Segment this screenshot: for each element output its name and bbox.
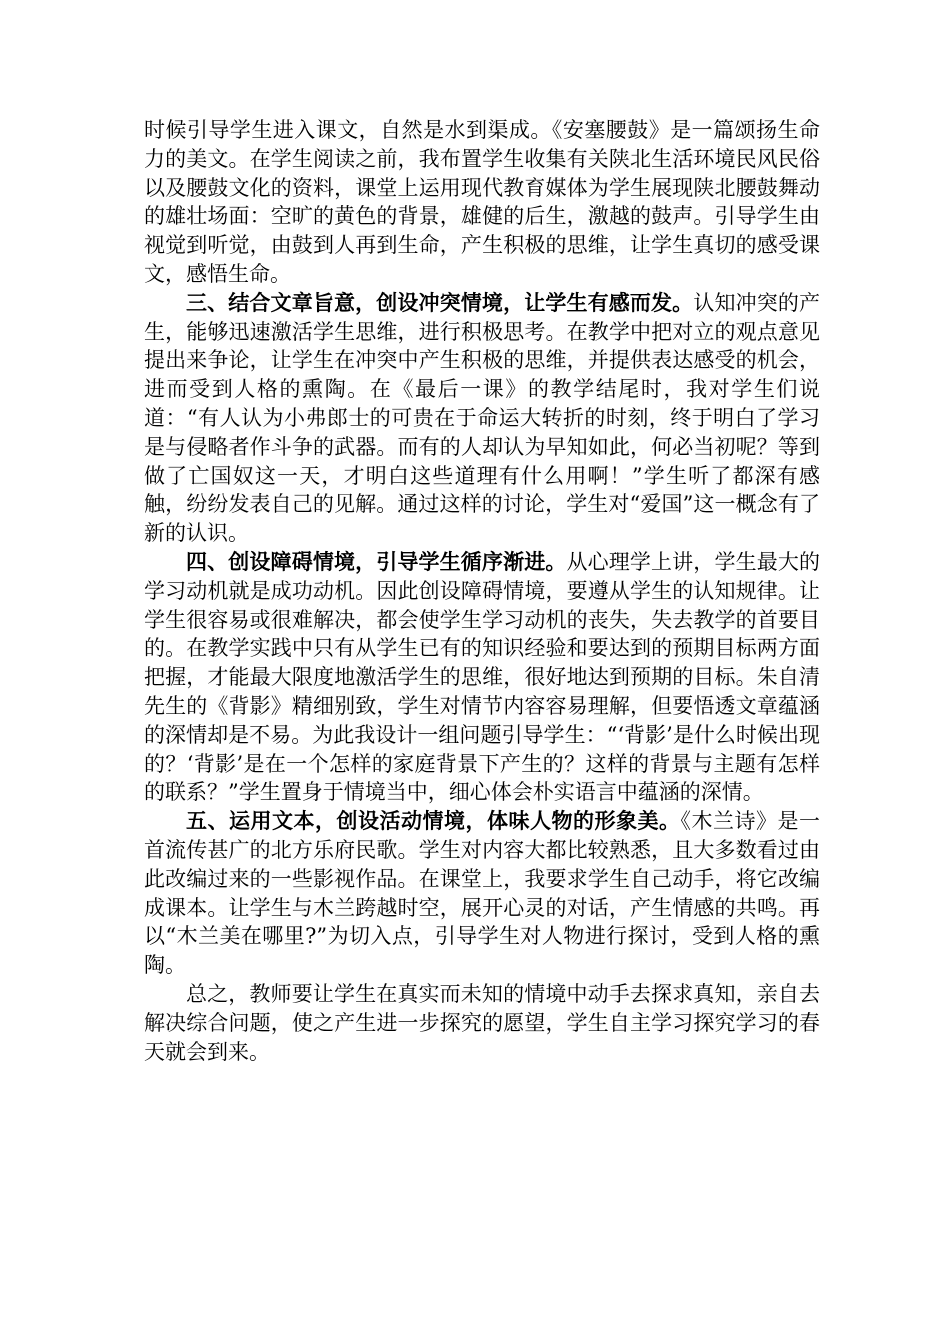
paragraph-continuation <box>144 116 820 289</box>
section-heading: 五、运用文本，创设活动情境，体味人物的形象美。 <box>186 808 681 834</box>
document-body <box>144 116 820 1066</box>
paragraph-text: 时候引导学生进入课文，自然是水到渠成。《安塞腰鼓》是一篇颂扬生命力的美文。在学生阅读之前，我布置学生收集有关陕北生活环境民风民俗以及腰鼓文化的资料，课堂上运用现代教育媒体为学生展现陕北腰鼓舞动的雄壮场面：空旷的黄色的背景，雄健的后生，激越的鼓声。引导学生由视觉到听觉，由鼓到人再到生命，产生积极的思维，让学生真切的感受课文，感悟生命。 <box>144 118 820 286</box>
section-heading: 三、结合文章旨意，创设冲突情境，让学生有感而发。 <box>186 289 694 315</box>
paragraph-text: 认知冲突的产生，能够迅速激活学生思维，进行积极思考。在教学中把对立的观点意见提出来争论，让学生在冲突中产生积极的思维，并提供表达感受的机会，进而受到人格的熏陶。在《最后一课》的教学结尾时，我对学生们说道：“有人认为小弗郎士的可贵在于命运大转折的时刻，终于明白了学习是与侵略者作斗争的武器。而有的人却认为早知如此，何必当初呢？等到做了亡国奴这一天，才明白这些道理有什么用啊！”学生听了都深有感触，纷纷发表自己的见解。通过这样的讨论，学生对“爱国”这一概念有了新的认识。 <box>144 290 821 546</box>
paragraph-conclusion <box>144 980 820 1066</box>
paragraph-section-five <box>144 807 820 980</box>
paragraph-text: 从心理学上讲，学生最大的学习动机就是成功动机。因此创设障碍情境，要遵从学生的认知规律。让学生很容易或很难解决，都会使学生学习动机的丧失，失去教学的首要目的。在教学实践中只有从学生已有的知识经验和要达到的预期目标两方面把握，才能最大限度地激活学生的思维，很好地达到预期的目标。朱自清先生的《背影》精细别致，学生对情节内容容易理解，但要悟透文章蕴涵的深情却是不易。为此我设计一组问题引导学生：“‘背影’是什么时候出现的？‘背影’是在一个怎样的家庭背景下产生的？这样的背景与主题有怎样的联系？”学生置身于情境当中，细心体会朴实语言中蕴涵的深情。 <box>144 549 821 805</box>
section-heading: 四、创设障碍情境，引导学生循序渐进。 <box>186 548 567 574</box>
paragraph-section-four <box>144 548 820 807</box>
paragraph-text: 总之，教师要让学生在真实而未知的情境中动手去探求真知，亲自去解决综合问题，使之产生进一步探究的愿望，学生自主学习探究学习的春天就会到来。 <box>144 981 820 1064</box>
paragraph-text: 《木兰诗》是一首流传甚广的北方乐府民歌。学生对内容大都比较熟悉，且大多数看过由此改编过来的一些影视作品。在课堂上，我要求学生自己动手，将它改编成课本。让学生与木兰跨越时空，展开心灵的对话，产生情感的共鸣。再以“木兰美在哪里?”为切入点，引导学生对人物进行探讨，受到人格的熏陶。 <box>144 809 820 978</box>
paragraph-section-three <box>144 289 820 548</box>
